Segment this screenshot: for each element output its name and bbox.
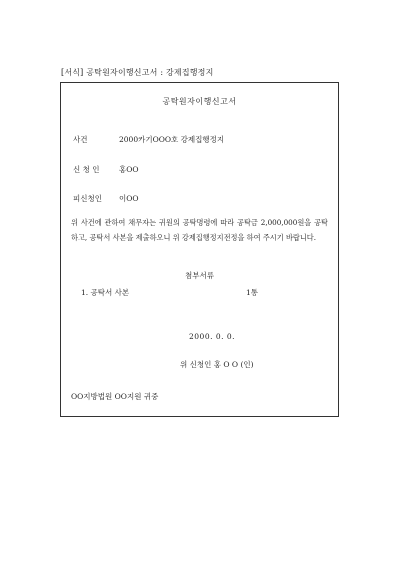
court-addressee: OO지방법원 OO지원 귀중: [71, 392, 159, 401]
document-frame: [60, 82, 339, 417]
case-value: 2000카기OOO호 강제집행정지: [119, 135, 225, 144]
attachment-item: 1. 공탁서 사본: [81, 288, 130, 297]
body-paragraph: 위 사건에 관하여 채무자는 귀원의 공탁명령에 따라 공탁금 2,000,000원을 공탁하고, 공탁서 사본을 제출하오니 위 강제집행정지전정을 하여 주시기 바랍니다.: [71, 218, 328, 242]
signer-line: 위 신청인 홍 O O (인): [180, 360, 254, 369]
case-label: 사건: [73, 135, 88, 144]
respondent-value: 이OO: [119, 194, 139, 203]
document-date: 2000. 0. 0.: [189, 332, 236, 341]
attachments-title: 첨부서류: [185, 271, 214, 280]
applicant-label: 신 청 인: [73, 165, 100, 174]
attachment-count: 1통: [246, 288, 259, 297]
applicant-value: 홍OO: [119, 165, 139, 174]
document-title: 공탁원자이행신고서: [162, 97, 237, 106]
form-caption: [서식] 공탁원자이행신고서 : 강제집행정지: [61, 68, 214, 77]
respondent-label: 피신청인: [73, 194, 102, 203]
